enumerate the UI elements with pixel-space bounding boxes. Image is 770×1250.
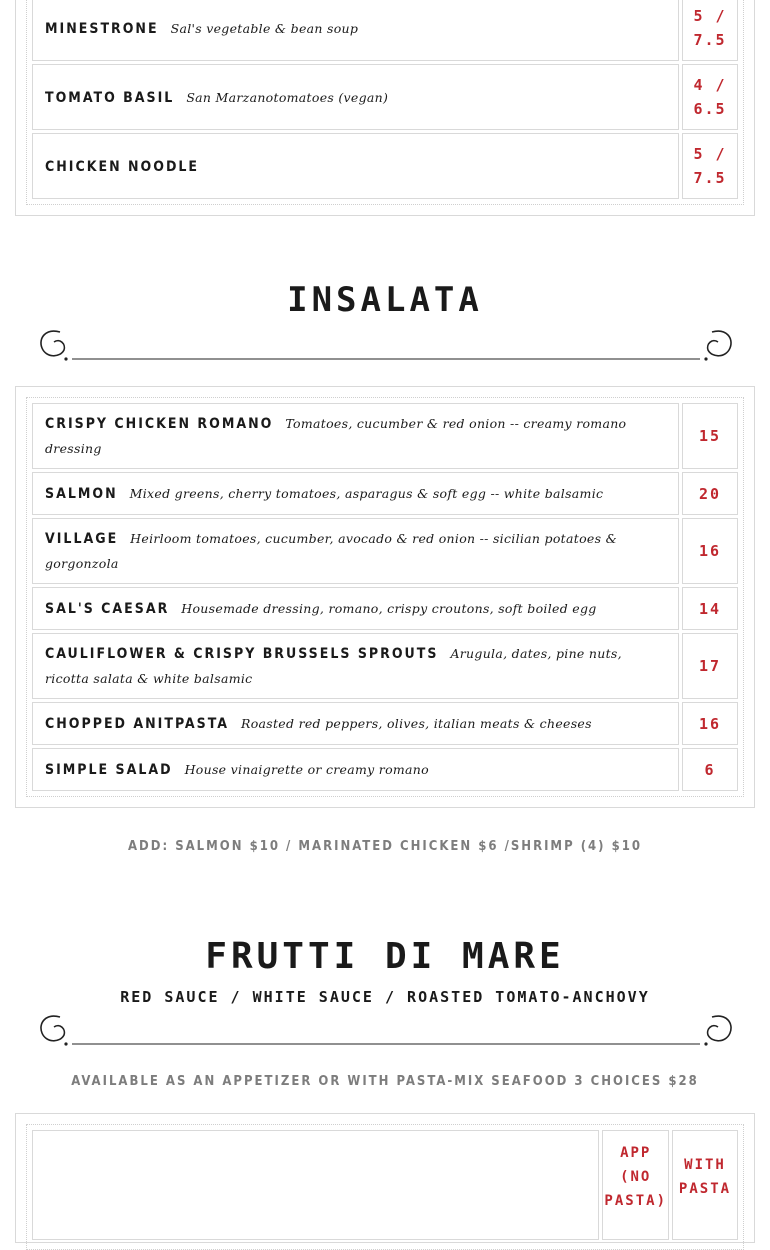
section-subtitle: RED SAUCE / WHITE SAUCE / ROASTED TOMATO-ANCHOVY [120,988,650,1006]
frutti-table [29,1127,741,1243]
item-price: 4 / 6.5 [682,64,738,130]
menu-row [32,587,738,630]
item-cell [32,403,679,469]
item-cell [32,0,679,61]
item-cell [32,472,679,515]
item-price: 20 [682,472,738,515]
zuppe-table [29,0,741,202]
item-cell [32,518,679,584]
item-name: CHICKEN NOODLE [45,158,200,175]
column-app-no-pasta: APP (NO PASTA) [602,1130,669,1240]
frutti-note: AVAILABLE AS AN APPETIZER OR WITH PASTA-MIX SEAFOOD 3 CHOICES $28 [71,1074,699,1089]
item-cell [32,587,679,630]
zuppe-panel [15,0,755,216]
menu-row [32,64,738,130]
menu-row [32,518,738,584]
item-description: Heirloom tomatoes, cucumber, avocado & red onion -- sicilian potatoes & gorgonzola [45,531,618,571]
item-cell [32,748,679,791]
menu-row [32,472,738,515]
menu-row [32,133,738,199]
item-price: 16 [682,518,738,584]
item-description: Housemade dressing, romano, crispy croutons, soft boiled egg [181,601,597,616]
menu-row [32,633,738,699]
item-name: VILLAGE [45,531,119,547]
item-name: CRISPY CHICKEN ROMANO [45,416,274,432]
insalata-panel [15,386,755,808]
column-with-pasta: WITH PASTA [672,1130,738,1240]
item-price: 6 [682,748,738,791]
item-name: SAL'S CAESAR [45,601,170,617]
item-description: San Marzanotomatoes (vegan) [186,89,389,105]
item-description: Arugula, dates, pine nuts, ricotta salata & white balsamic [45,646,622,686]
insalata-table [29,400,741,794]
item-price: 15 [682,403,738,469]
menu-row [32,403,738,469]
item-name: CAULIFLOWER & CRISPY BRUSSELS SPROUTS [45,646,439,662]
item-name: TOMATO BASIL [45,89,175,106]
item-name: CHOPPED ANITPASTA [45,716,229,732]
item-price: 17 [682,633,738,699]
frutti-header-row [32,1130,738,1240]
item-name: SALMON [45,486,118,502]
section-title-insalata: INSALATA [287,280,483,320]
item-price: 14 [682,587,738,630]
item-price: 16 [682,702,738,745]
item-name: MINESTRONE [45,20,159,37]
item-cell [32,702,679,745]
addons-note: ADD: SALMON $10 / MARINATED CHICKEN $6 /SHRIMP (4) $10 [127,839,643,854]
item-description: Sal's vegetable & bean soup [170,20,359,36]
menu-row [32,748,738,791]
item-price: 5 / 7.5 [682,133,738,199]
item-cell [32,133,679,199]
frutti-panel [15,1113,755,1243]
item-description: Mixed greens, cherry tomatoes, asparagus & soft egg -- white balsamic [129,486,604,501]
menu-row [32,702,738,745]
item-cell [32,64,679,130]
item-price: 5 / 7.5 [682,0,738,61]
item-description: Roasted red peppers, olives, italian meats & cheeses [240,716,592,731]
menu-row [32,0,738,61]
empty-header-cell [32,1130,599,1240]
item-description: House vinaigrette or creamy romano [184,762,429,777]
item-description: Tomatoes, cucumber & red onion -- creamy romano dressing [45,416,627,456]
section-title-frutti-di-mare: FRUTTI DI MARE [205,936,565,977]
item-name: SIMPLE SALAD [45,762,173,778]
item-cell [32,633,679,699]
scroll-divider [38,324,734,364]
scroll-divider [38,1009,734,1049]
